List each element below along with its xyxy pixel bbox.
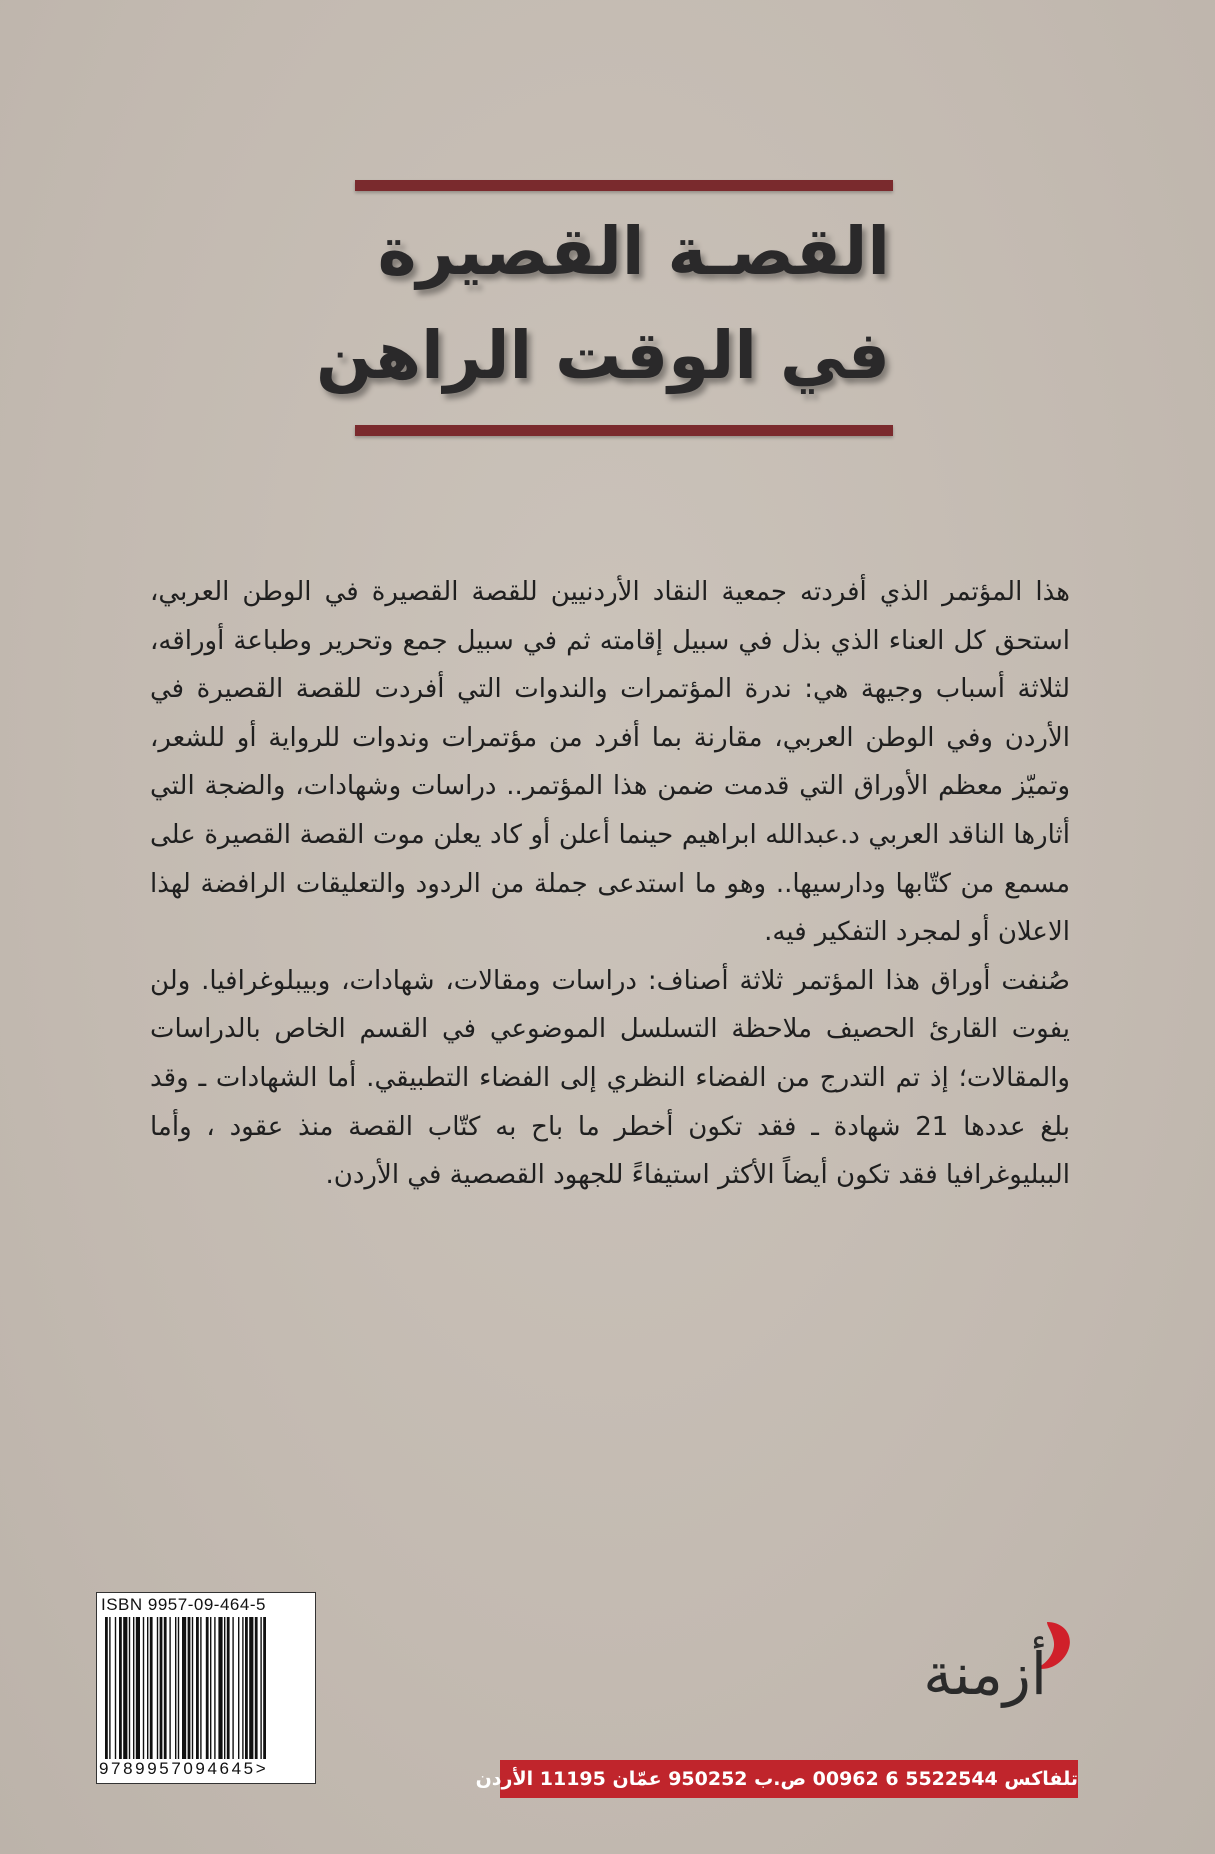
title-rule-bottom bbox=[355, 425, 893, 436]
barcode-bars bbox=[105, 1617, 307, 1759]
blurb-text bbox=[150, 568, 1070, 1200]
publisher-logo-text: أزمنة bbox=[923, 1640, 1047, 1708]
publisher-logo bbox=[900, 1618, 1075, 1738]
title-rule-top bbox=[355, 180, 893, 191]
blurb-paragraph-1: هذا المؤتمر الذي أفردته جمعية النقاد الأردنيين للقصة القصيرة في الوطن العربي، استحق كل العناء الذي بذل في سبيل إقامته ثم في سبيل جمع وتحرير وطباعة أوراقه، لثلاثة أسباب وجيهة هي: ندرة المؤتمرات والندوات التي أفردت للقصة القصيرة في الأردن وفي الوطن العربي، مقارنة بما أفرد من مؤتمرات وندوات للرواية أو للشعر، وتميّز معظم الأوراق التي قدمت ضمن هذا المؤتمر.. دراسات وشهادات، والضجة التي أثارها الناقد العربي د.عبدالله ابراهيم حينما أعلن أو كاد يعلن موت القصة القصيرة على مسمع من كتّابها ودارسيها.. وهو ما استدعى جملة من الردود والتعليقات الرافضة لهذا الاعلان أو لمجرد التفكير فيه. bbox=[150, 577, 1070, 948]
isbn-barcode bbox=[96, 1592, 316, 1784]
book-title-line-2: في الوقت الراهن bbox=[315, 317, 890, 394]
book-title-line-1: القصـة القصيرة bbox=[377, 213, 890, 290]
publisher-contact-bar: تلفاكس 5522544 6 00962 ص.ب 950252 عمّان 11195 الأردن bbox=[500, 1760, 1078, 1798]
isbn-label: ISBN 9957-09-464-5 bbox=[101, 1595, 266, 1614]
blurb-paragraph-2: صُنفت أوراق هذا المؤتمر ثلاثة أصناف: دراسات ومقالات، شهادات، وبيبلوغرافيا. ولن يفوت القارئ الحصيف ملاحظة التسلسل الموضوعي في القسم الخاص بالدراسات والمقالات؛ إذ تم التدرج من الفضاء النظري إلى الفضاء التطبيقي. أما الشهادات ـ وقد بلغ عددها 21 شهادة ـ فقد تكون أخطر ما باح به كتّاب القصة منذ عقود ، وأما الببليوغرافيا فقد تكون أيضاً الأكثر استيفاءً للجهود القصصية في الأردن. bbox=[150, 965, 1070, 1191]
ean-digits: 9789957094645> bbox=[99, 1759, 269, 1778]
